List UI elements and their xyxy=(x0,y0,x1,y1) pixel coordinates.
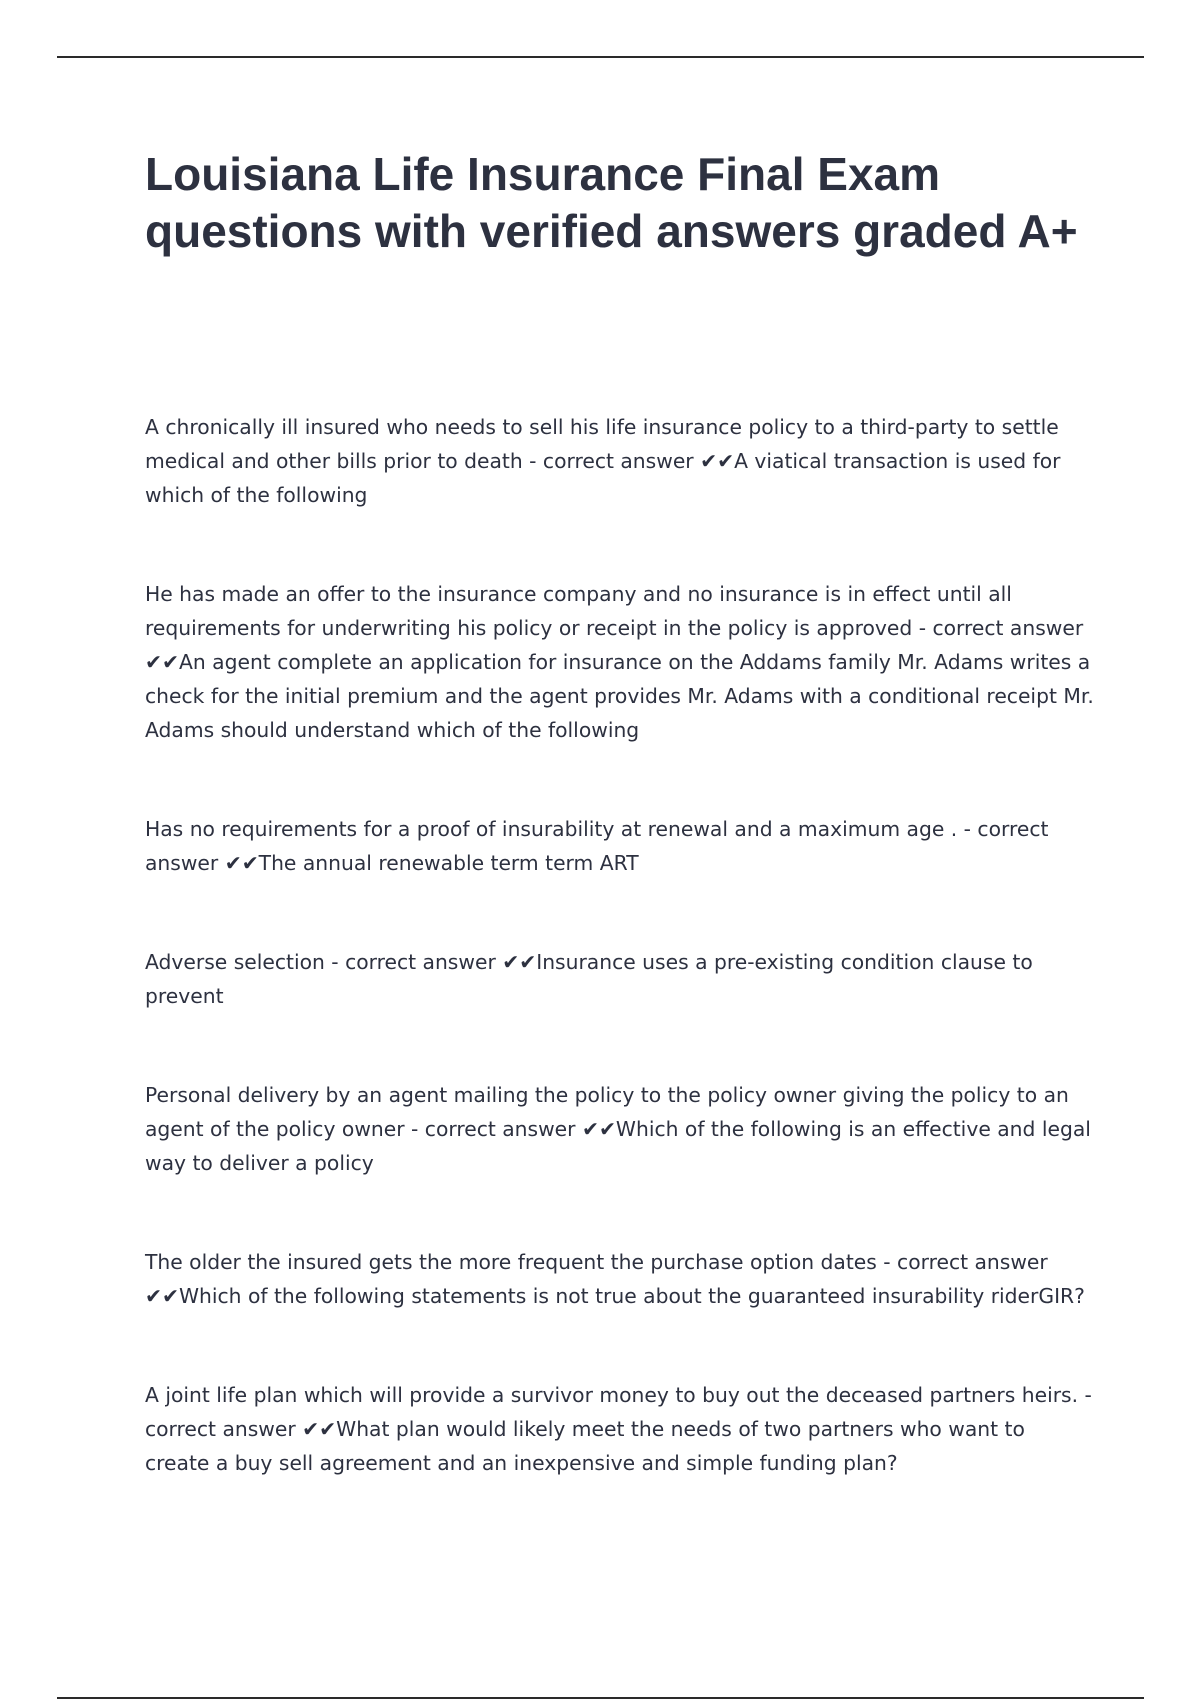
top-divider xyxy=(57,56,1144,58)
qa-entry: Adverse selection - correct answer ✔✔Insurance uses a pre-existing condition clause to prevent xyxy=(145,950,1033,1008)
qa-entry: He has made an offer to the insurance company and no insurance is in effect until all requirements for underwriting his policy or receipt in the policy is approved - correct answer ✔✔An agent complete an application for insurance on the Addams family Mr. Adams writes a check for the initial premium and the agent provides Mr. Adams with a conditional receipt Mr. Adams should understand which of the following xyxy=(145,582,1094,742)
document-title: Louisiana Life Insurance Final Exam questions with verified answers graded A+ xyxy=(145,148,1078,257)
qa-entry: Has no requirements for a proof of insurability at renewal and a maximum age . - correct answer ✔✔The annual renewable term term ART xyxy=(145,817,1049,875)
qa-entry: A joint life plan which will provide a survivor money to buy out the deceased partners heirs. - correct answer ✔✔What plan would likely meet the needs of two partners who want to create a buy sell agreement and an inexpensive and simple funding plan? xyxy=(145,1383,1092,1475)
qa-entry: Personal delivery by an agent mailing the policy to the policy owner giving the policy to an agent of the policy owner - correct answer ✔✔Which of the following is an effective and legal way to deliver a policy xyxy=(145,1083,1091,1175)
bottom-divider xyxy=(57,1697,1144,1699)
qa-entry: The older the insured gets the more frequent the purchase option dates - correct answer ✔✔Which of the following statements is not true about the guaranteed insurability riderGIR? xyxy=(145,1250,1085,1308)
qa-list xyxy=(145,410,1095,1545)
qa-entry: A chronically ill insured who needs to sell his life insurance policy to a third-party to settle medical and other bills prior to death - correct answer ✔✔A viatical transaction is used for which of the following xyxy=(145,415,1061,507)
